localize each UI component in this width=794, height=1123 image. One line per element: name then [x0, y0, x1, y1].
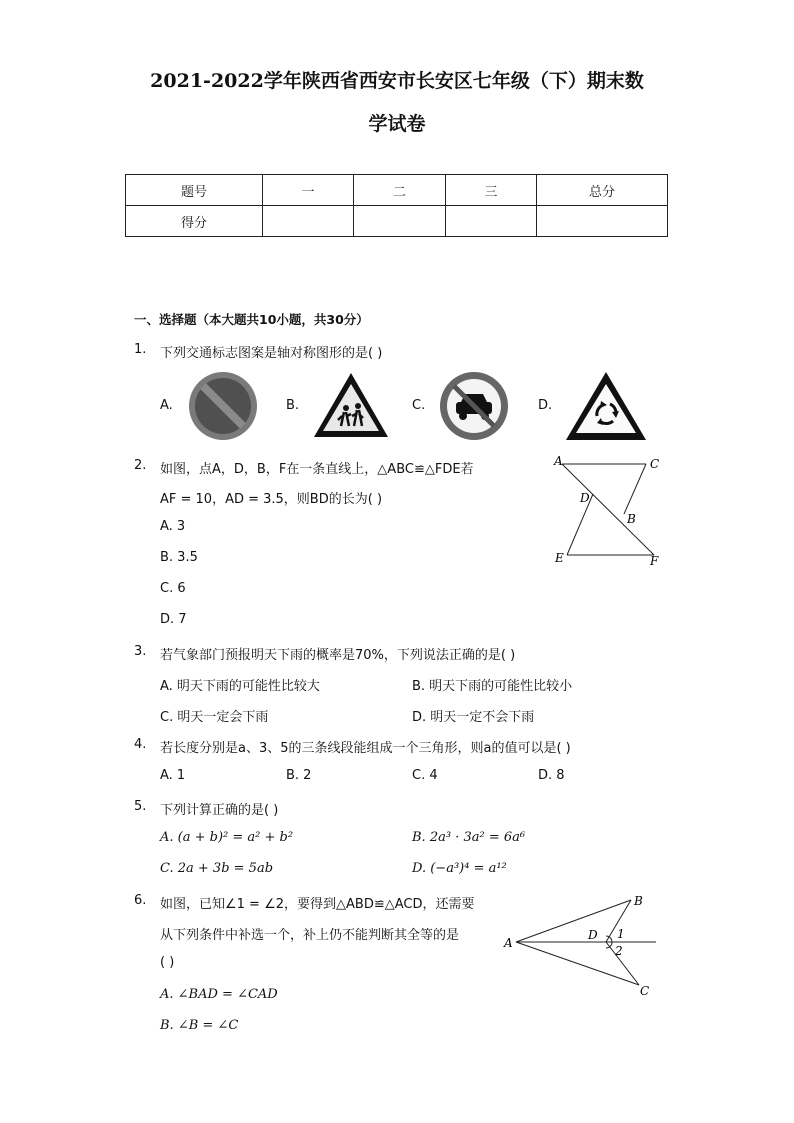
- score-table-header-cell: 总分: [537, 175, 668, 206]
- figure-label: A: [554, 454, 563, 468]
- q6-geometry-figure: [500, 890, 660, 1000]
- option-label: B. ∠B = ∠C: [160, 1018, 239, 1033]
- option-label: B. 2: [286, 768, 312, 783]
- question-number: 5.: [134, 799, 147, 814]
- option-label: B.: [286, 398, 300, 413]
- score-table-row: [126, 206, 668, 237]
- children-crossing-sign-icon: [311, 370, 391, 440]
- question-number: 2.: [134, 458, 147, 473]
- score-table-header-cell: 一: [263, 175, 354, 206]
- figure-label: D: [588, 928, 598, 942]
- score-table-header-cell: 二: [354, 175, 446, 206]
- score-cell[interactable]: [263, 206, 354, 237]
- option-label: C. 明天一定会下雨: [160, 710, 269, 725]
- question-number: 1.: [134, 342, 147, 357]
- question-number: 3.: [134, 644, 147, 659]
- score-cell[interactable]: [354, 206, 446, 237]
- q2-geometry-figure: [548, 452, 668, 572]
- question-number: 6.: [134, 893, 147, 908]
- figure-label: D: [580, 491, 590, 505]
- option-label: A.: [160, 398, 173, 413]
- figure-label: F: [650, 554, 659, 568]
- question-number: 4.: [134, 737, 147, 752]
- section-heading: 一、选择题（本大题共10小题，共30分）: [134, 312, 369, 327]
- option-label: B. 2a³ · 3a² = 6a⁶: [412, 830, 526, 845]
- option-label: D. 明天一定不会下雨: [412, 710, 535, 725]
- option-label: B. 明天下雨的可能性比较小: [412, 679, 573, 694]
- option-label: D. (−a³)⁴ = a¹²: [412, 861, 507, 876]
- figure-label: A: [504, 936, 513, 950]
- option-label: C. 6: [160, 581, 186, 596]
- score-cell[interactable]: [537, 206, 668, 237]
- option-label: A. 1: [160, 768, 186, 783]
- figure-label: C: [640, 984, 650, 998]
- option-label: D. 7: [160, 612, 187, 627]
- question-text: 下列计算正确的是( ): [160, 803, 279, 818]
- no-motor-vehicles-sign-icon: [437, 370, 511, 442]
- score-cell[interactable]: [446, 206, 537, 237]
- question-text: AF = 10，AD = 3.5，则BD的长为( ): [160, 492, 383, 507]
- option-label: A. 明天下雨的可能性比较大: [160, 679, 320, 694]
- page-title-line2: 学试卷: [368, 113, 426, 135]
- question-text: 如图，已知∠1 = ∠2，要得到△ABD≌△ACD，还需要: [160, 897, 475, 912]
- question-text: 若气象部门预报明天下雨的概率是70%，下列说法正确的是( ): [160, 648, 516, 663]
- question-text: 如图，点A，D，B，F在一条直线上，△ABC≌△FDE若: [160, 462, 474, 477]
- option-label: C.: [412, 398, 426, 413]
- option-label: C. 4: [412, 768, 438, 783]
- question-text: 下列交通标志图案是轴对称图形的是( ): [160, 346, 383, 361]
- figure-label: B: [627, 512, 636, 526]
- figure-label: 1: [617, 927, 625, 941]
- score-table: [125, 174, 668, 237]
- figure-label: B: [634, 894, 643, 908]
- option-label: C. 2a + 3b = 5ab: [160, 861, 274, 876]
- score-table-header-cell: 题号: [126, 175, 263, 206]
- question-text: ( ): [160, 955, 175, 970]
- option-label: A. 3: [160, 519, 186, 534]
- score-row-label: 得分: [126, 206, 263, 237]
- no-parking-sign-icon: [186, 370, 260, 442]
- figure-label: E: [555, 551, 564, 565]
- option-label: A. ∠BAD = ∠CAD: [160, 987, 278, 1002]
- option-label: D. 8: [538, 768, 565, 783]
- page-title-line1: 2021-2022学年陕西省西安市长安区七年级（下）期末数: [150, 70, 644, 92]
- option-label: B. 3.5: [160, 550, 198, 565]
- option-label: D.: [538, 398, 553, 413]
- score-table-header-cell: 三: [446, 175, 537, 206]
- question-text: 从下列条件中补选一个，补上仍不能判断其全等的是: [160, 928, 460, 943]
- question-text: 若长度分别是a、3、5的三条线段能组成一个三角形，则a的值可以是( ): [160, 741, 571, 756]
- score-table-header-row: [126, 175, 668, 206]
- figure-label: 2: [615, 944, 623, 958]
- roundabout-warning-sign-icon: [563, 369, 649, 443]
- figure-label: C: [650, 457, 660, 471]
- option-label: A. (a + b)² = a² + b²: [160, 830, 294, 845]
